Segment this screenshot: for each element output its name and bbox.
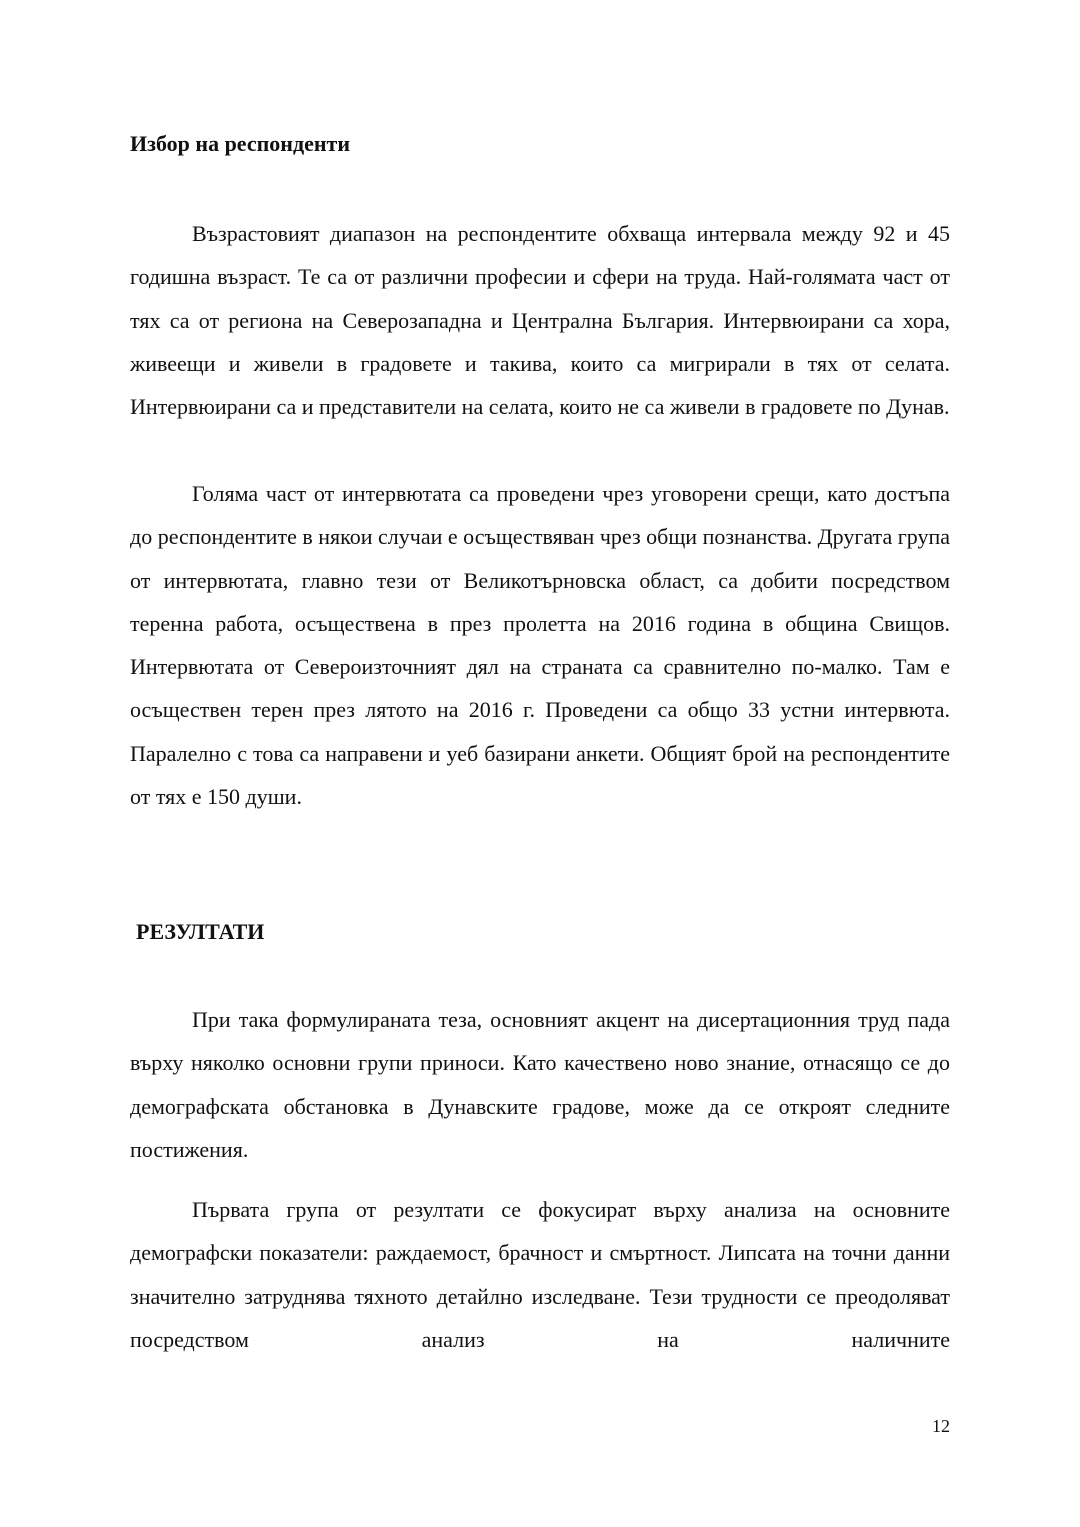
section-heading-respondents: Избор на респонденти — [130, 131, 351, 156]
paragraph-age-range: Възрастовият диапазон на респондентите обхваща интервала между 92 и 45 годишна възраст. Те са от различни професии и сфери на труда. Най-голямата част от тях са от региона на Северозападна и Централна България. Интервюирани са хора, живеещи и живели в градовете и такива, които са мигрирали в тях от селата. Интервюирани са и представители на селата, които не са живели в градовете по Дунав. — [130, 221, 950, 420]
page-number: 12 — [932, 1416, 950, 1436]
section-heading-results: РЕЗУЛТАТИ — [136, 919, 265, 944]
paragraph-demographic-indicators: Първата група от резултати се фокусират върху анализа на основните демографски показатели: раждаемост, брачност и смъртност. Липсата на точни данни значително затруднява тяхното детайлно изследване. Тези трудности се преодоляват посредством анализ на наличните — [130, 1197, 950, 1352]
paragraph-interview-methods: Голяма част от интервютата са проведени чрез уговорени срещи, като достъпа до респондентите в някои случаи е осъществяван чрез общи познанства. Другата група от интервютата, главно тези от Великотърновска област, са добити посредством теренна работа, осъществена в през пролетта на 2016 година в община Свищов. Интервютата от Североизточният дял на страната са сравнително по-малко. Там е осъществен терен през лятото на 2016 г. Проведени са общо 33 устни интервюта. Паралелно с това са направени и уеб базирани анкети. Общият брой на респондентите от тях е 150 души. — [130, 481, 950, 810]
paragraph-thesis-contributions: При така формулираната теза, основният акцент на дисертационния труд пада върху няколко основни групи приноси. Като качествено ново знание, отнасящо се до демографската обстановка в Дунавските градове, може да се откроят следните постижения. — [130, 1007, 950, 1162]
